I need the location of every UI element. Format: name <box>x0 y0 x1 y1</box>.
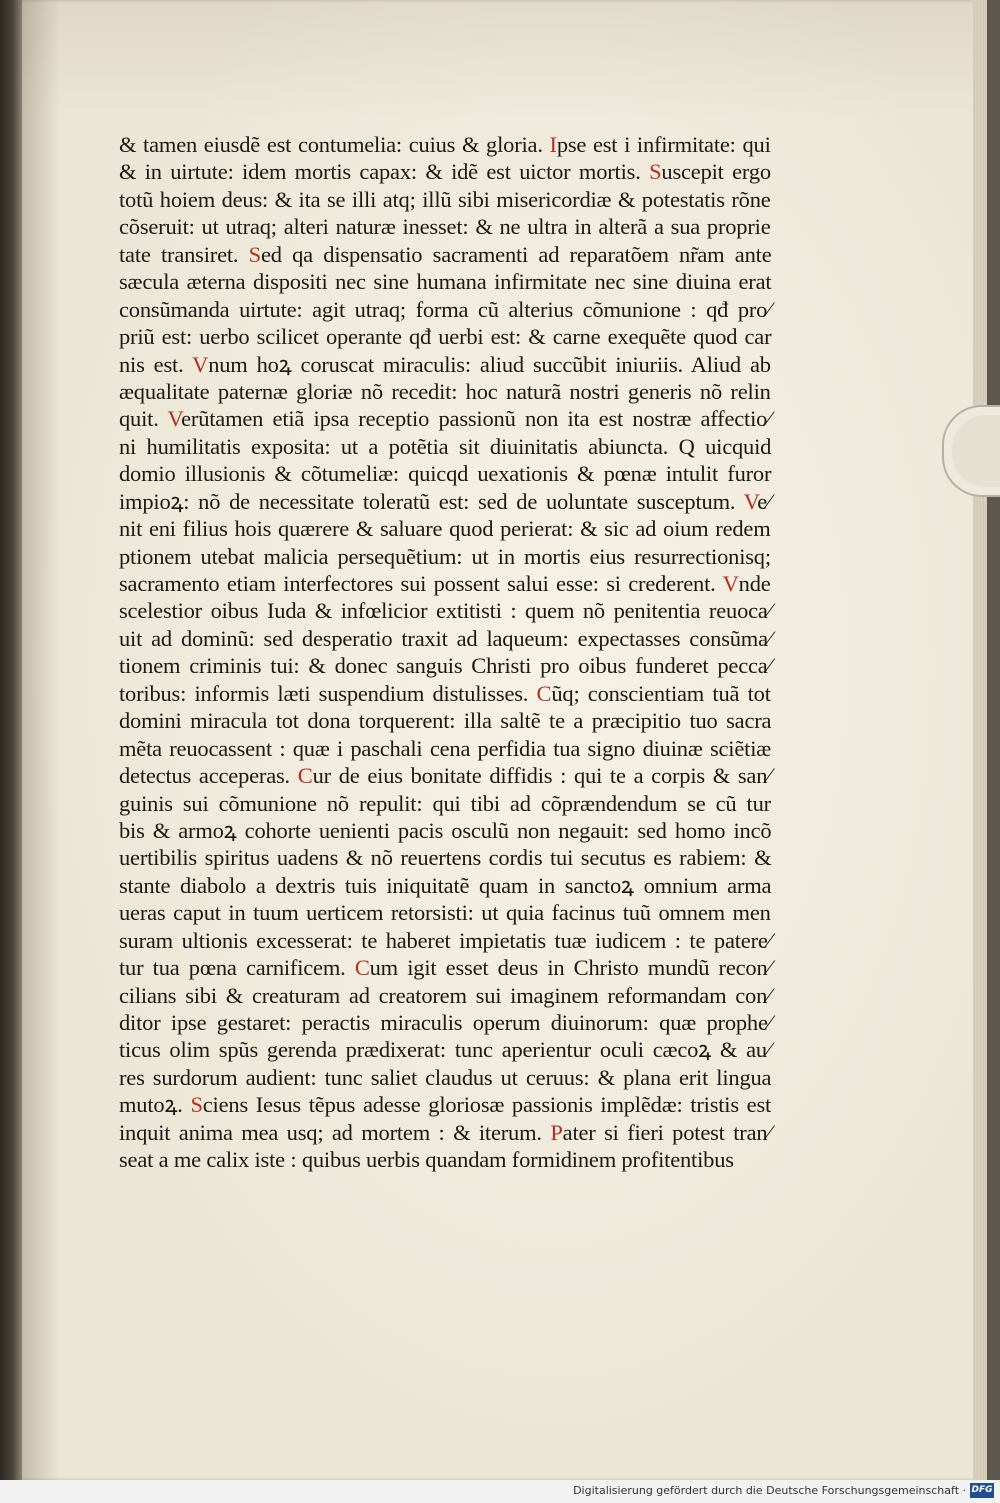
text-line <box>119 844 771 871</box>
text-line <box>119 213 771 240</box>
line-text: ueras caput in tuum uerticem retorsisti: ut quia facinus tuũ omnem men <box>119 900 771 926</box>
text-line <box>119 488 771 515</box>
text-line <box>119 1091 771 1118</box>
text-line <box>119 131 771 158</box>
rubricated-initial: C <box>297 763 313 789</box>
line-text: impioꝝ: nõ de necessitate toleratũ est: sed de uoluntate susceptum. <box>119 488 744 514</box>
rubricated-initial: V <box>743 488 758 514</box>
rubricated-initial: V <box>192 351 209 377</box>
line-text-continued: um igit esset deus in Christo mundũ recon⁄ <box>369 955 772 981</box>
line-text: stante diabolo a dextris tuis iniquitatẽ quam in sanctoꝝ omnium arma <box>119 872 772 898</box>
line-text: cõseruit: ut utraq; alteri naturæ inesset: & ne ultra in alterã a sua proprie <box>119 214 771 240</box>
line-text: domio illusionis & cõtumeliæ: quicqd uexationis & pœnæ intulit furor <box>119 461 772 487</box>
text-line <box>119 405 771 432</box>
line-text-continued: uscepit ergo <box>661 159 771 185</box>
line-text: æqualitate paternæ gloriæ nõ recedit: hoc naturã nostri generis nõ relin <box>119 378 771 404</box>
line-text-continued: ater si fieri potest tran⁄ <box>562 1119 771 1145</box>
rubricated-initial: P <box>550 1119 563 1145</box>
rubricated-initial: S <box>190 1092 203 1118</box>
line-text: nis est. <box>119 351 193 377</box>
text-line <box>119 735 771 762</box>
text-line <box>119 982 771 1009</box>
text-line <box>119 378 771 405</box>
line-text: scelestior oibus Iuda & infœlicior extitisti : quem nõ penitentia reuoca⁄ <box>119 598 772 624</box>
line-text-continued: num hoꝝ coruscat miraculis: aliud succũbit iniuriis. Aliud ab <box>208 351 771 377</box>
line-text: suram ultionis excesserat: te haberet impietatis tuæ iudicem : te patere⁄ <box>119 927 772 953</box>
line-text: guinis sui cõmunione nõ repulit: qui tibi ad cõprændendum se cũ tur <box>119 790 771 816</box>
line-text: sacramento etiam interfectores sui possent salui esse: si crederent. <box>119 571 723 596</box>
text-line <box>119 241 771 268</box>
line-text: ditor ipse gestaret: peractis miraculis operum diuinorum: quæ prophe⁄ <box>119 1010 772 1035</box>
line-text: detectus acceperas. <box>119 763 298 789</box>
line-text: uit ad dominũ: sed desperatio traxit ad laqueum: expectasses consũma⁄ <box>119 625 772 651</box>
text-line <box>119 1036 771 1063</box>
line-text: domini miracula tot dona torquerent: illa saltẽ te a præcipitio tuo sacra <box>119 708 772 734</box>
rubricated-initial: V <box>722 571 739 596</box>
line-text: totũ hoiem deus: & ita se illi atq; illũ sibi misericordiæ & potestatis rõne <box>119 186 771 212</box>
line-text-continued: ciens Iesus tẽpus adesse gloriosæ passionis implẽdæ: tristis est <box>202 1092 772 1118</box>
text-line <box>119 1009 771 1036</box>
line-text: tionem criminis tui: & donec sanguis Christi pro oibus funderet pecca⁄ <box>119 653 772 679</box>
text-line <box>119 351 771 378</box>
text-line <box>119 296 771 323</box>
text-line <box>119 543 771 570</box>
text-line <box>119 652 771 679</box>
text-line <box>119 927 771 954</box>
line-text: tate transiret. <box>119 241 249 267</box>
text-line <box>119 323 771 350</box>
text-line <box>119 515 771 542</box>
text-line <box>119 790 771 817</box>
text-line <box>119 625 771 652</box>
line-text: ptionem utebat malicia persequẽtium: ut in mortis eius resurrectionisq; <box>119 543 771 569</box>
line-text-continued: pse est i infirmitate: qui <box>556 132 771 157</box>
text-line <box>119 268 771 295</box>
line-text: mutoꝝ. <box>119 1092 191 1118</box>
line-text: & in uirtute: idem mortis capax: & idẽ est uictor mortis. <box>119 159 650 185</box>
text-line <box>119 186 771 213</box>
rubricated-initial: C <box>354 955 370 981</box>
line-text-continued: e⁄ <box>757 488 771 514</box>
text-line <box>119 707 771 734</box>
line-text: priũ est: uerbo scilicet operante qđ uerbi est: & carne exequẽte quod car <box>119 324 772 350</box>
line-text: consũmanda uirtute: agit utraq; forma cũ alterius cõmunione : qđ pro⁄ <box>119 296 771 322</box>
text-line <box>119 872 771 899</box>
text-line <box>119 597 771 624</box>
text-line <box>119 817 771 844</box>
rubricated-initial: S <box>248 241 261 267</box>
line-text: quit. <box>119 406 168 432</box>
line-text: res surdorum audient: tunc saliet claudus ut ceruus: & plana erit lingua <box>119 1064 772 1090</box>
line-text-continued: ed qa dispensatio sacramenti ad reparatõem nr̃am ante <box>260 241 772 267</box>
line-text: ni humilitatis exposita: ut a potẽtia sit diuinitatis abiuncta. Q uicquid <box>119 433 772 459</box>
dfg-logo: DFG <box>970 1483 994 1498</box>
text-line <box>119 1146 771 1173</box>
rubricated-initial: I <box>549 132 557 157</box>
line-text-continued: ũq; conscientiam tuã tot <box>551 680 771 706</box>
text-line <box>119 1064 771 1091</box>
text-line <box>119 570 771 597</box>
text-line <box>119 1119 771 1146</box>
line-text: ticus olim spũs gerenda prædixerat: tunc aperientur oculi cæcoꝝ & au⁄ <box>119 1037 771 1063</box>
line-text: seat a me calix iste : quibus uerbis quandam formidinem profitentibus <box>119 1147 734 1173</box>
line-text-continued: ur de eius bonitate diffidis : qui te a corpis & san⁄ <box>312 763 771 789</box>
text-line <box>119 460 771 487</box>
line-text: & tamen eiusdẽ est contumelia: cuius & gloria. <box>119 132 550 157</box>
text-column <box>119 131 771 1174</box>
line-text: sæcula æterna dispositi nec sine humana infirmitate nec sine diuina erat <box>119 269 772 295</box>
line-text: uertibilis spiritus uadens & nõ reuertens cordis tui secutus es rabiem: & <box>119 845 772 871</box>
funding-credit: Digitalisierung gefördert durch die Deutsche Forschungsgemeinschaft · <box>573 1484 966 1497</box>
rubricated-initial: S <box>649 159 662 185</box>
text-line <box>119 762 771 789</box>
footer-bar <box>0 1480 1000 1503</box>
line-text: tur tua pœna carnificem. <box>119 955 355 981</box>
line-text: bis & armoꝝ cohorte uenienti pacis osculũ non negauit: sed homo incõ <box>119 817 772 843</box>
text-line <box>119 158 771 185</box>
text-line <box>119 954 771 981</box>
line-text-continued: erũtamen etiã ipsa receptio passionũ non ita est nostræ affectio⁄ <box>181 406 771 432</box>
line-text: toribus: informis læti suspendium distulisses. <box>119 680 537 706</box>
line-text: cilians sibi & creaturam ad creatorem sui imaginem reformandam con⁄ <box>119 982 771 1008</box>
text-line <box>119 433 771 460</box>
line-text: nit eni filius hois quærere & saluare quod perierat: & sic ad oium redem <box>119 516 771 542</box>
text-line <box>119 899 771 926</box>
line-text: mẽta reuocassent : quæ i paschali cena perfidia tua signo diuinæ sciẽtiæ <box>119 735 772 761</box>
line-text-continued: nde <box>738 571 771 596</box>
rubricated-initial: C <box>536 680 552 706</box>
text-line <box>119 680 771 707</box>
line-text: inquit anima mea usq; ad mortem : & iterum. <box>119 1119 551 1145</box>
page-stack-edge <box>973 0 987 1480</box>
rubricated-initial: V <box>167 406 182 432</box>
